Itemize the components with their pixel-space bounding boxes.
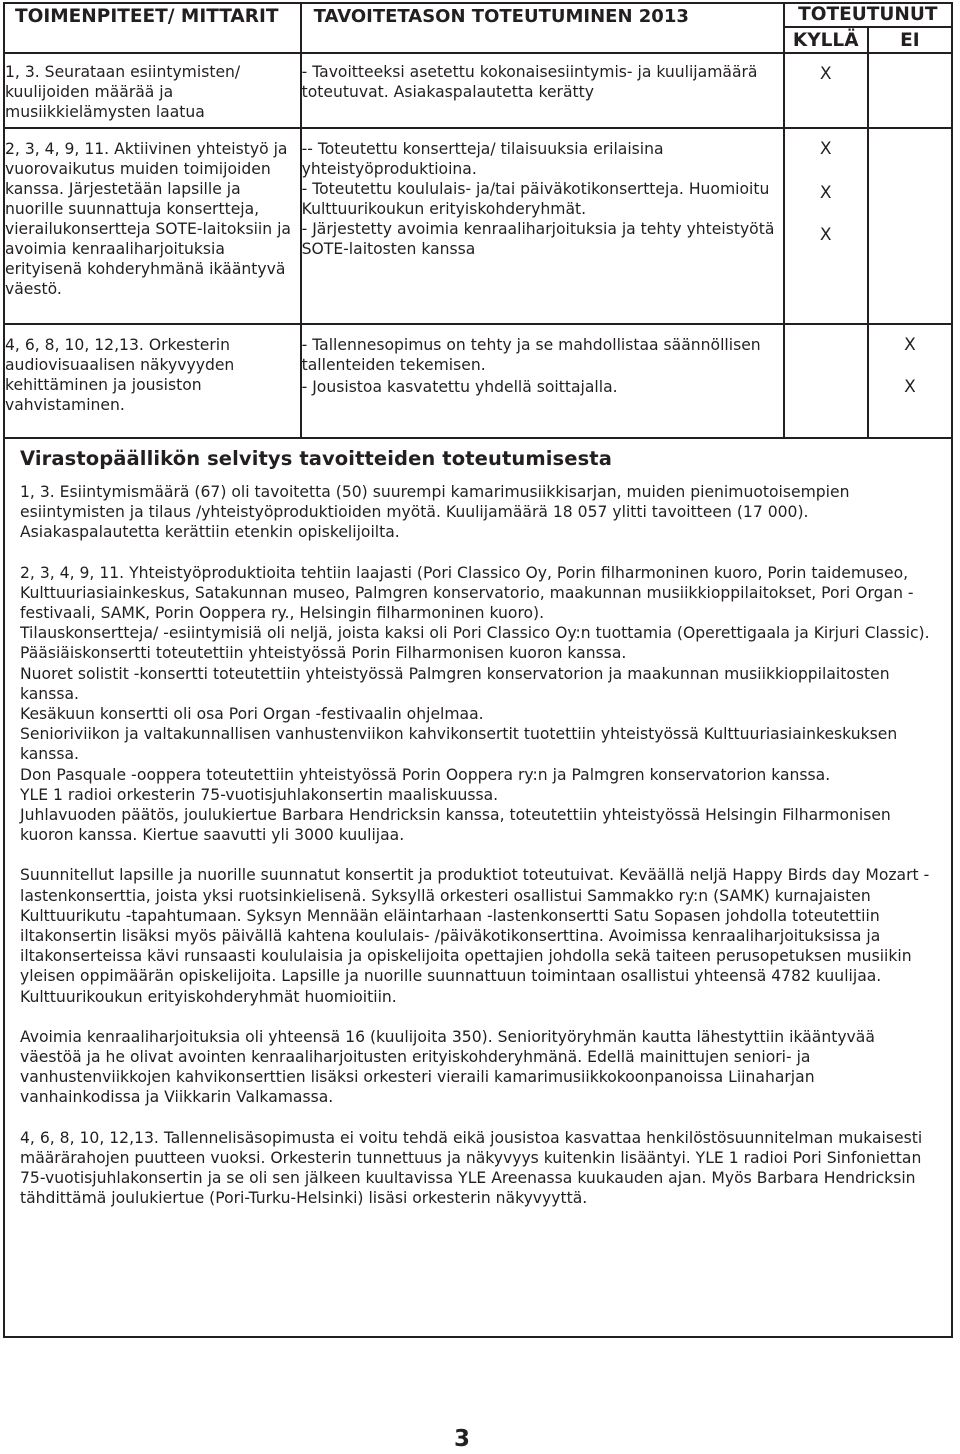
yes-mark: X: [819, 64, 832, 84]
yes-mark: X: [819, 183, 832, 203]
achievement-line: -- Toteutettu konsertteja/ tilaisuuksia erilaisina yhteistyöproduktioina.: [301, 140, 664, 178]
row-measure: 2, 3, 4, 9, 11. Aktiivinen yhteistyö ja vuorovaikutus muiden toimijoiden kanssa. Järjestetään lapsille ja nuorille suunnattuja konsertteja, vierailukonsertteja SOTE-laitoksiin ja avoimia kenraaliharjoituksia erityisenä kohderyhmänä ikääntyvä väestö.: [4, 128, 301, 324]
achievement-line: - Tavoitteeksi asetettu kokonaisesiintymis- ja kuulijamäärä toteutuvat. Asiakaspalautetta kerätty: [301, 63, 758, 101]
paragraph: 1, 3. Esiintymismäärä (67) oli tavoitetta (50) suurempi kamarimusiikkisarjan, muiden pienimuotoisempien esiintymisten ja tilaus /yhteistyöproduktioiden myötä. Kuulijamäärä 18 057 ylitti tavoitteen (17 000). Asiakaspalautetta kerättiin etenkin opiskelijoilta.: [20, 483, 850, 542]
paragraph: 2, 3, 4, 9, 11. Yhteistyöproduktioita tehtiin laajasti (Pori Classico Oy, Porin filharmoninen kuoro, Porin taidemuseo, Kulttuuriasiainkeskus, Satakunnan museo, Palmgren konservatorio, maakunnan musiikkioppilaitokset, Pori Organ -festivaali, SAMK, Porin Ooppera ry., Helsingin filharmoninen kuoro). Tilauskonsertteja/ -esiintymisiä oli neljä, joista kaksi oli Pori Classico Oy:n tuottamia (Operettigaala ja Kirjuri Classic). Pääsiäiskonsertti toteutettiin yhteistyössä Porin Filharmonisen kuoron kanssa. Nuoret solistit -konsertti toteutettiin yhteistyössä Palmgren konservatorion ja maakunnan musiikkioppilaitosten kanssa. Kesäkuun konsertti oli osa Pori Organ -festivaalin ohjelmaa. Senioriviikon ja valtakunnallisen vanhustenviikon kahvikonsertit tuotettiin yhteistyössä Kulttuuriasiainkeskuksen kanssa. Don Pasquale -ooppera toteutettiin yhteistyössä Porin Ooppera ry:n ja Palmgren konservatorion kanssa. YLE 1 radioi orkesterin 75-vuotisjuhlakonsertin maaliskuussa. Juhlavuoden päätös, joulukiertue Barbara Hendricksin kanssa, toteutettiin yhteistyössä Helsingin Filharmonisen kuoron kanssa. Kiertue saavutti yli 3000 kuulijaa.: [20, 563, 930, 845]
achievement-line: - Järjestetty avoimia kenraaliharjoituksia ja tehty yhteistyötä SOTE-laitosten kanssa: [301, 220, 775, 258]
row-measure: 4, 6, 8, 10, 12,13. Orkesterin audiovisuaalisen näkyvyyden kehittäminen ja jousiston vahvistaminen.: [4, 324, 301, 438]
header-no: EI: [868, 27, 952, 53]
header-measures: TOIMENPITEET/ MITTARIT: [4, 3, 301, 53]
row-measure: 1, 3. Seurataan esiintymisten/ kuulijoiden määrää ja musiikkielämysten laatua: [4, 53, 301, 128]
table-row: [4, 53, 952, 128]
row-achievement: [301, 53, 784, 128]
row-yes-cell: [784, 128, 868, 324]
no-mark: X: [904, 377, 916, 397]
yes-mark: X: [819, 225, 832, 245]
row-achievement: [301, 324, 784, 438]
achievement-line: - Jousistoa kasvatettu yhdellä soittajalla.: [301, 378, 618, 396]
row-no-cell: [868, 128, 952, 324]
achievement-line: - Tallennesopimus on tehty ja se mahdollistaa säännöllisen tallenteiden tekemisen.: [301, 336, 761, 374]
header-yes: KYLLÄ: [784, 27, 868, 53]
row-yes-cell: [784, 324, 868, 438]
row-no-cell: [868, 53, 952, 128]
no-mark: X: [904, 335, 916, 355]
measures-table: [3, 2, 953, 439]
row-achievement: [301, 128, 784, 324]
yes-mark: X: [819, 139, 832, 159]
report-section: [20, 446, 932, 1209]
table-row: [4, 128, 952, 324]
paragraph: Avoimia kenraaliharjoituksia oli yhteensä 16 (kuulijoita 350). Seniorityöryhmän kautta lähestyttiin ikääntyvää väestöä ja he olivat avointen kenraaliharjoitusten erityiskohderyhmänä. Edellä mainittujen seniori- ja vanhustenviikkojen kahvikonserttien lisäksi orkesteri vieraili kamarimusiikkokoonpanoissa Liinaharjan vanhainkodissa ja Viikkarin Valkamassa.: [20, 1027, 875, 1107]
page-number: 3: [453, 1426, 470, 1452]
header-realized: TOTEUTUNUT: [784, 3, 952, 27]
paragraph: 4, 6, 8, 10, 12,13. Tallennelisäsopimusta ei voitu tehdä eikä jousistoa kasvattaa henkilöstösuunnitelman mukaisesti määrärahojen puutteen vuoksi. Orkesterin tunnettuus ja näkyvyys kuitenkin lisääntyi. YLE 1 radioi Pori Sinfoniettan 75-vuotisjuhlakonsertin ja se oli sen jälkeen kuultavissa YLE Areenassa kuukauden ajan. Myös Barbara Hendricksin tähdittämä joulukiertue (Pori-Turku-Helsinki) lisäsi orkesterin näkyvyyttä.: [20, 1128, 923, 1208]
table-row: [4, 324, 952, 438]
row-yes-cell: [784, 53, 868, 128]
row-no-cell: [868, 324, 952, 438]
header-achievement: TAVOITETASON TOTEUTUMINEN 2013: [301, 3, 784, 53]
achievement-line: - Toteutettu koululais- ja/tai päiväkotikonsertteja. Huomioitu Kulttuurikoukun erityiskohderyhmät.: [301, 180, 770, 218]
paragraph: Suunnitellut lapsille ja nuorille suunnatut konsertit ja produktiot toteutuivat. Keväällä neljä Happy Birds day Mozart -lastenkonserttia, joista yksi ruotsinkielisenä. Syksyllä orkesteri osallistui Sammakko ry:n (SAMK) kurnajaisten Kulttuurikutu -tapahtumaan. Syksyn Mennään eläintarhaan -lastenkonsertti Satu Sopasen johdolla toteutettiin iltakonsertin lisäksi myös päivällä kahtena koululais- /päiväkotikonserttina. Avoimissa kenraaliharjoituksissa ja iltakonserteissa kävi runsaasti koululaisia ja opiskelijoita opettajien johdolla sekä taiteen perusopetuksen musiikin yleisen oppimäärän opiskelijoita. Lapsille ja nuorille suunnattuun toimintaan osallistui yhteensä 4782 kuulijaa. Kulttuurikoukun erityiskohderyhmät huomioitiin.: [20, 866, 930, 1006]
section-title: Virastopäällikön selvitys tavoitteiden toteutumisesta: [20, 447, 612, 470]
